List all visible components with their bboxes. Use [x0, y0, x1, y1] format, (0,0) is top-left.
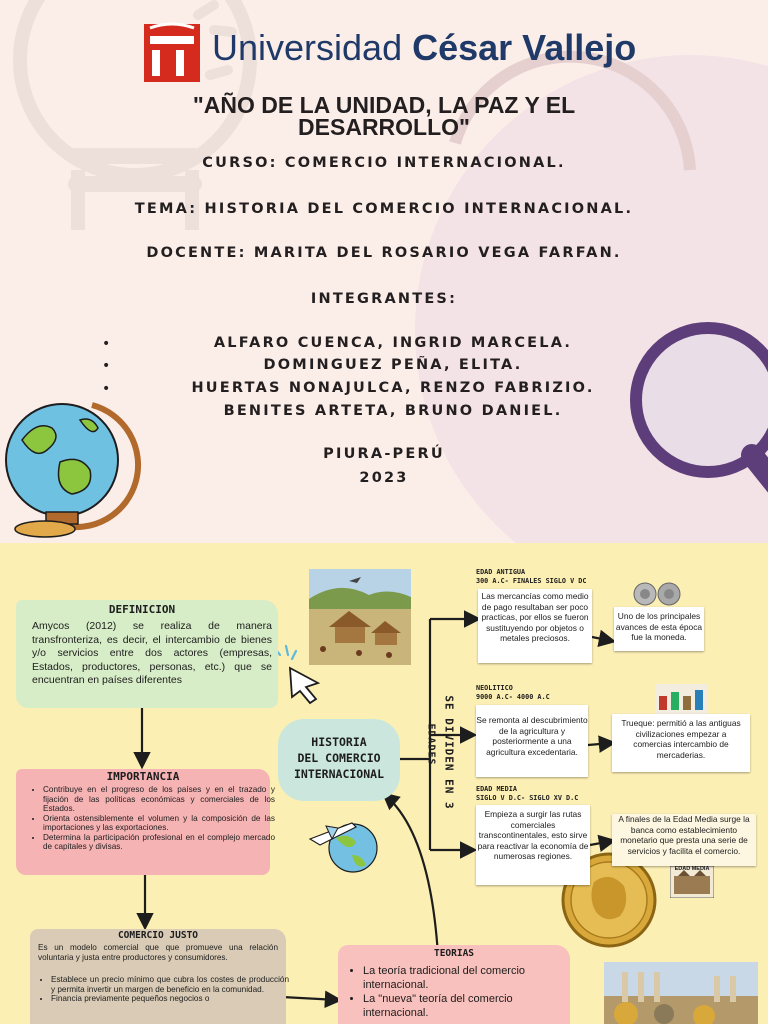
year-title-line1: "AÑO DE LA UNIDAD, LA PAZ Y EL [192, 92, 576, 118]
neolitico-range: 9000 A.C- 4000 A.C [476, 693, 550, 701]
bullet-marker: • [102, 336, 111, 352]
university-name-bold: César Vallejo [412, 27, 637, 68]
ucv-logo-icon [144, 24, 200, 82]
edad-media-name: EDAD MEDIA [476, 785, 517, 793]
tema-line: TEMA: HISTORIA DEL COMERCIO INTERNACIONAL. [134, 201, 634, 217]
comercio-justo-item: • Establece un precio mínimo que cubra los costes de producción y permita invertir un margen de beneficio en la comunidad. [51, 975, 289, 994]
edad-antigua-label [476, 568, 587, 586]
bullet-marker: • [102, 381, 111, 397]
definicion-title: DEFINICION [108, 603, 176, 616]
teorias-list [350, 964, 577, 1020]
importancia-list [30, 785, 275, 852]
edad-antigua-note: Uno de los principales avances de esta época fue la moneda. [614, 607, 704, 651]
barter-illustration-image [655, 684, 707, 714]
curso-line: CURSO: COMERCIO INTERNACIONAL. [202, 155, 566, 171]
edad-media-note: A finales de la Edad Media surge la banca como establecimiento monetario que presta una serie de servicios y facilita el comercio. [612, 814, 756, 866]
teorias-item: • La teoría tradicional del comercio internacional. [363, 964, 577, 992]
edad-antigua-name: EDAD ANTIGUA [476, 568, 526, 576]
arrow-antigua-note [592, 637, 612, 641]
neolitico-description: Se remonta al descubrimiento de la agricultura y posteriormente a una agricultura excedentaria. [476, 705, 588, 777]
arrow-comercio-teorias [282, 997, 338, 1000]
edad-media-description: Empieza a surgir las rutas comerciales transcontinentales, esto sirve para reactivar la economía de numerosas regiones. [476, 805, 590, 885]
comercio-justo-item: • Financia previamente pequeños negocios o [51, 994, 289, 1004]
central-title-line1: HISTORIA [311, 735, 367, 749]
year-line: 2023 [359, 470, 409, 486]
arrow-media-note [590, 841, 612, 845]
infographic [0, 543, 768, 1024]
neolitico-label [476, 684, 550, 702]
central-title-line3: INTERNACIONAL [293, 767, 384, 781]
integrantes-label: INTEGRANTES: [310, 291, 458, 307]
bullet-marker: • [102, 358, 111, 374]
teorias-title: TEORIAS [433, 948, 475, 959]
comercio-justo-title: COMERCIO JUSTO [117, 930, 199, 941]
member-2: DOMINGUEZ PEÑA, ELITA. [263, 357, 523, 373]
ancient-coins-image [633, 581, 683, 607]
definicion-text: Amycos (2012) se realiza de manera transfronteriza, es decir, el intercambio de bienes y/o servicios entre dos actores (empresas, Estados, productores, personas, etc.) que se encuentran en países diferentes [32, 620, 272, 686]
docente-line: DOCENTE: MARITA DEL ROSARIO VEGA FARFAN. [146, 245, 622, 261]
university-name [212, 27, 636, 69]
comercio-justo-list [38, 975, 289, 1004]
importancia-item: • Orienta ostensiblemente el volumen y la composición de las importaciones y las exportaciones. [43, 814, 275, 833]
edad-antigua-description: Las mercancías como medio de pago resultaban ser poco practicas, por ellos se fueron sustituyendo por objetos o metales preciosos. [478, 589, 592, 663]
importancia-item: • Contribuye en el progreso de los países y en el trazado y fijación de las políticas económicas y comerciales de los Estados. [43, 785, 275, 814]
ruins-coins-image [604, 962, 758, 1024]
teorias-item: • La "nueva" teoría del comercio internacional. [363, 992, 577, 1020]
edad-media-label [476, 785, 578, 803]
edades-label: EDADES [425, 723, 437, 766]
central-title [278, 734, 400, 782]
importancia-title: IMPORTANCIA [106, 770, 180, 783]
airplane-globe-icon [310, 823, 377, 872]
neolithic-village-image [309, 569, 411, 665]
member-3: HUERTAS NONAJULCA, RENZO FABRIZIO. [191, 380, 595, 396]
place-line: PIURA-PERÚ [323, 446, 445, 462]
member-1: ALFARO CUENCA, INGRID MARCELA. [213, 335, 573, 351]
neolitico-name: NEOLITICO [476, 684, 513, 692]
member-4: BENITES ARTETA, BRUNO DANIEL. [223, 403, 563, 419]
edad-antigua-range: 300 A.C- FINALES SIGLO V DC [476, 577, 587, 585]
comercio-justo-intro: Es un modelo comercial que que promueve una relación voluntaria y justa entre productores y consumidores. [38, 943, 278, 962]
edad-media-stamp-text: EDAD MEDIA [674, 866, 710, 872]
importancia-item: • Determina la participación profesional en el complejo mercado de capitales y divisas. [43, 833, 275, 852]
central-title-line2: DEL COMERCIO [297, 751, 381, 765]
year-title-line2: DESARROLLO" [298, 114, 470, 140]
university-name-regular: Universidad [212, 27, 403, 68]
edad-media-range: SIGLO V D.C- SIGLO XV D.C [476, 794, 579, 802]
neolitico-note: Trueque: permitió a las antiguas civilizaciones empezar a comercias intercambio de mercaderias. [612, 714, 750, 772]
arrow-neolitico-note [588, 743, 612, 745]
se-dividen-label: SE DIVIDEN EN 3 [442, 695, 456, 810]
